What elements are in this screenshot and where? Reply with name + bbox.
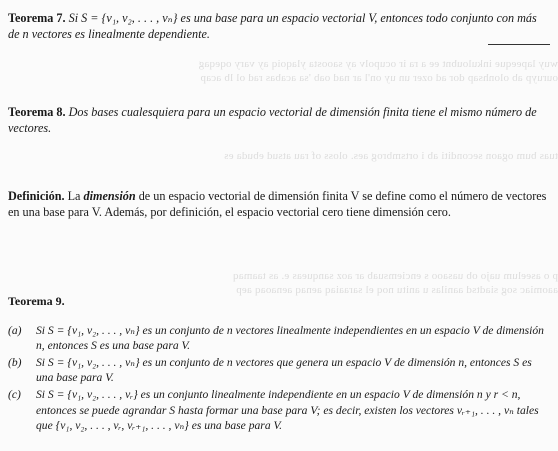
theorem-label: Teorema 8. [8,105,66,119]
theorem-text: Dos bases cualesquiera para un espacio vectorial de dimensión finita tiene el mismo número de vectores. [8,105,537,135]
theorem-9 [8,294,548,436]
item-text: Si S = {v₁, v₂, . . . , vᵣ} es un conjunto linealmente independiente en un espacio V de dimensión n y r < n, entonces se puede agrandar S hasta formar una base para V; es decir, existen los vectores vᵣ₊₁, . . . , vₙ tales que {v₁, v₂, . . . , vᵣ, vᵣ₊₁, . . . , vₙ} es una base para V. [36,388,539,432]
bleed-through-text: aaomiac sog siadtsd aanilas u anitu noq el saraaiaq aenaq aenaoaq aep [236,284,558,296]
bleed-through-text: ouruyp ab olonhsap dor ad ozer un uy on'l ar nad oab 'sa acabas rad ol lb acap [200,72,558,84]
definition-dimension [8,188,548,220]
list-item [8,387,548,434]
definition-term: dimensión [83,189,136,203]
list-item [8,355,548,385]
definition-pre: La [67,189,81,203]
item-text: Si S = {v₁, v₂, . . . , vₙ} es un conjunto de n vectores linealmente independientes en un espacio V de dimensión n, entonces S es una base para V. [36,324,544,352]
bleed-through-text: wuy lapeeque inkuloubnt ee a ra ir ocupolv ay saoosta ylaqoiq ay vary oqeqag [198,58,558,70]
list-item [8,323,548,353]
definition-label: Definición. [8,189,65,203]
item-marker: (b) [8,356,22,369]
definition-text: de un espacio vectorial de dimensión finita V se define como el número de vectores en una base para V. Además, por definición, el espacio vectorial cero tiene dimensión cero. [8,189,547,219]
theorem-8 [8,104,548,136]
item-marker: (c) [8,388,21,401]
bleed-through-text: p o aseelum uajo ob uasaoo s enciemsuab ar aoz sanqueas e. as taamaq [232,270,558,282]
item-text: Si S = {v₁, v₂, . . . , vₙ} es un conjunto de n vectores que genera un espacio V de dimensión n, entonces S es una base para V. [36,356,532,384]
bleed-through-text: tuas bum ogaon seconditi ab i ortsmbrog aes. oloss of rau atsud ebuda es [224,150,558,162]
margin-rule [488,44,550,45]
theorem-text: Si S = {v₁, v₂, . . . , vₙ} es una base para un espacio vectorial V, entonces todo conjunto con más de n vectores es linealmente dependiente. [8,11,537,41]
theorem-label: Teorema 9. [8,294,65,308]
theorem-9-items [8,323,548,434]
item-marker: (a) [8,324,22,337]
theorem-7 [8,10,548,42]
theorem-label: Teorema 7. [8,11,66,25]
